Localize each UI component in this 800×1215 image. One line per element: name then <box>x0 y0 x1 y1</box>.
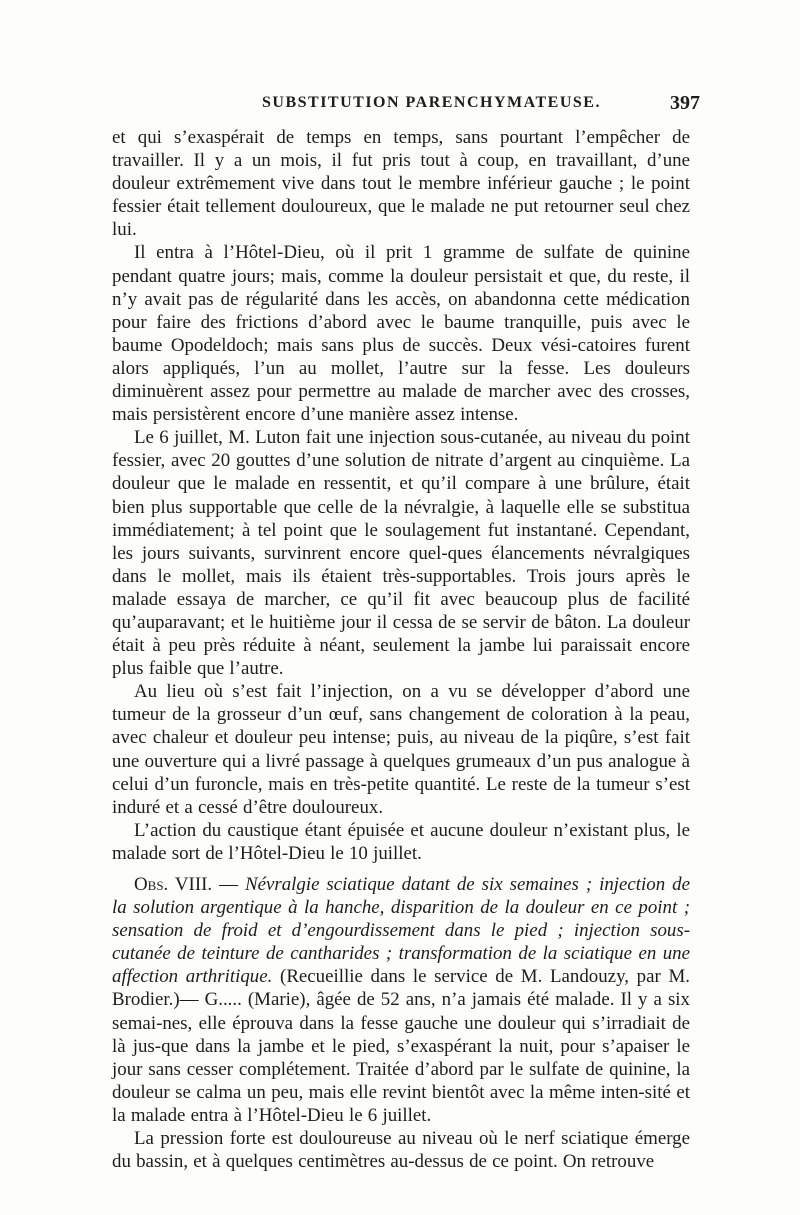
page-header <box>112 94 700 120</box>
paragraph-tumeur: Au lieu où s’est fait l’injection, on a vu se développer d’abord une tumeur de la grosseur d’un œuf, sans changement de coloration à la peau, avec chaleur et douleur peu intense; puis, au niveau de la piqûre, s’est fait une ouverture qui a livré passage à quelques grumeaux d’un pus analogue à celui d’un furoncle, mais en très-petite quantité. Le reste de la tumeur s’est induré et a cessé d’être douloureux. <box>112 681 690 818</box>
observation-paragraph <box>112 873 690 1127</box>
paragraph-injection: Le 6 juillet, M. Luton fait une injection sous-cutanée, au niveau du point fessier, avec 20 gouttes d’une solution de nitrate d’argent au cinquième. La douleur que le malade en ressentit, et qu’il compare à une brûlure, était bien plus supportable que celle de la névralgie, à laquelle elle se substitua immédiatement; à tel point que le soulagement fut instantané. Cependant, les jours suivants, survinrent encore quel-ques élancements névralgiques dans le mollet, mais ils étaient très-supportables. Trois jours après le malade essaya de marcher, ce qu’il fit avec beaucoup plus de facilité qu’auparavant; et le huitième jour il cessa de se servir de bâton. La douleur était à peu près réduite à néant, seulement la jambe lui paraissait encore plus faible que l’autre. <box>112 427 690 680</box>
paragraph-hotel-dieu: Il entra à l’Hôtel-Dieu, où il prit 1 gramme de sulfate de quinine pendant quatre jours; mais, comme la douleur persistait et que, du reste, il n’y avait pas de régularité dans les accès, on abandonna cette médication pour faire des frictions d’abord avec le baume tranquille, puis avec le baume Opodeldoch; mais sans plus de succès. Deux vési-catoires furent alors appliqués, l’un au mollet, l’autre sur la fesse. Les douleurs diminuèrent assez pour permettre au malade de marcher avec des crosses, mais persistèrent encore d’une manière assez intense. <box>112 242 690 426</box>
page-body <box>112 126 690 1173</box>
observation-text: (Recueillie dans le service de M. Landouzy, par M. Brodier.)— G..... (Marie), âgée de 52 ans, n’a jamais été malade. Il y a six semai-nes, elle éprouva dans la fesse gauche une douleur qui s’irradiait de là jus-que dans la jambe et le pied, s’exaspérant la nuit, pour s’apaiser le jour sans cesser complétement. Traitée d’abord par le sulfate de quinine, la douleur se calma un peu, mais elle revint bientôt avec la même inten-sité et la malade entra à l’Hôtel-Dieu le 6 juillet. <box>112 966 690 1126</box>
page-number: 397 <box>670 92 700 114</box>
paragraph-sortie: L’action du caustique étant épuisée et aucune douleur n’existant plus, le malade sort de l’Hôtel-Dieu le 10 juillet. <box>112 819 690 864</box>
observation-title: Névralgie sciatique datant de six semaines ; injection de la solution argentique à la hanche, disparition de la douleur en ce point ; sensation de froid et d’engourdissement dans le pied ; injection sous-cutanée de teinture de cantharides ; transformation de la sciatique en une affection arthritique. <box>112 874 690 988</box>
paragraph-continuation: et qui s’exaspérait de temps en temps, sans pourtant l’empêcher de travailler. Il y a un mois, il fut pris tout à coup, en travaillant, d’une douleur extrêmement vive dans tout le membre inférieur gauche ; le point fessier était tellement douloureux, que le malade ne put retourner seul chez lui. <box>112 127 690 241</box>
paragraph-pression: La pression forte est douloureuse au niveau où le nerf sciatique émerge du bassin, et à quelques centimètres au-dessus de ce point. On retrouve <box>112 1128 690 1173</box>
running-title: SUBSTITUTION PARENCHYMATEUSE. <box>262 94 601 111</box>
observation-label: Obs. VIII. — <box>134 874 245 895</box>
